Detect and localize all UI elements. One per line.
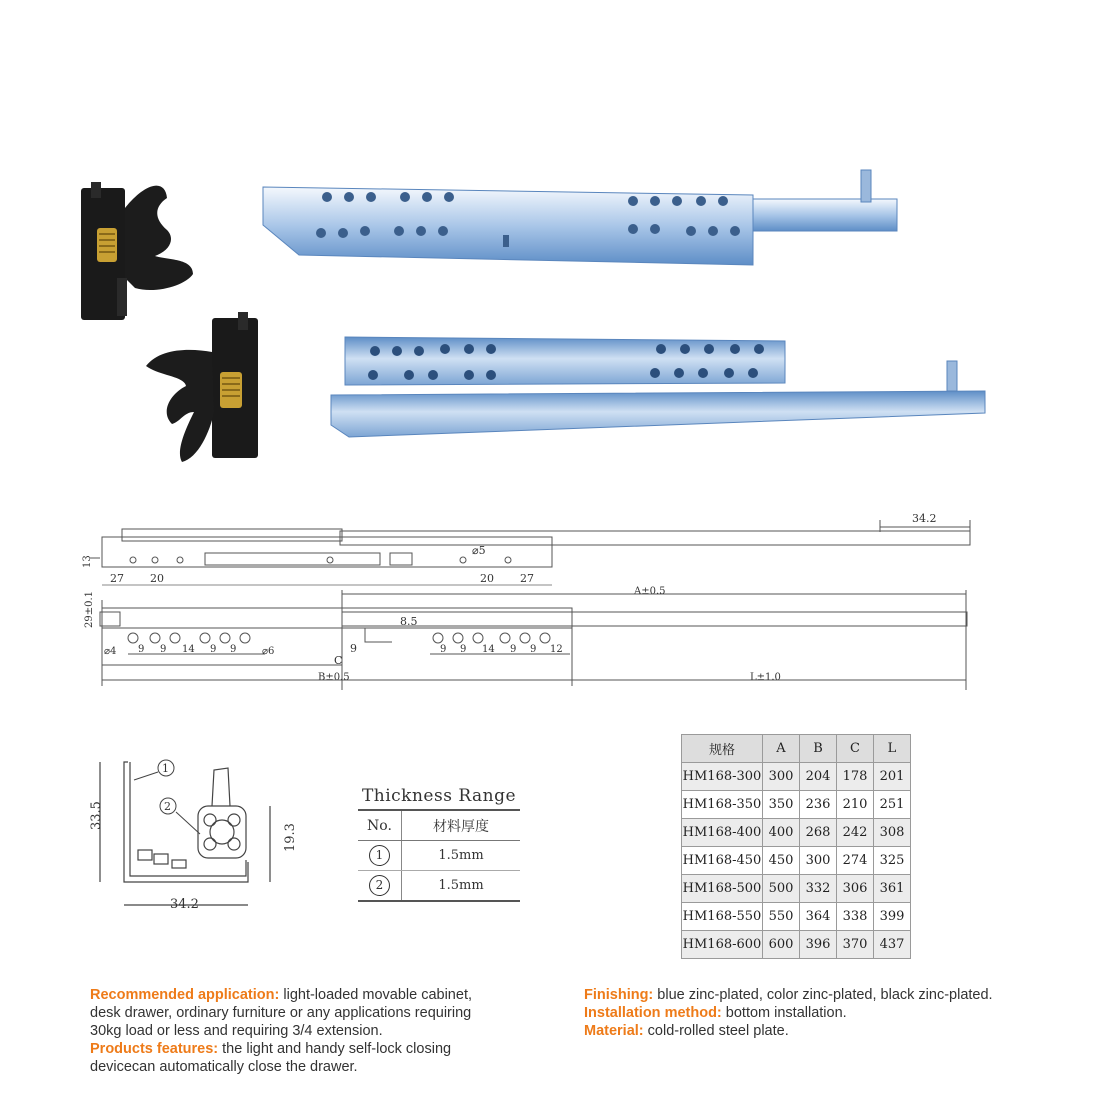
- spacing-left-4: 9: [210, 644, 217, 655]
- spacing-right-3: 14: [482, 644, 495, 655]
- features-text: the light and handy self-lock closing: [222, 1041, 452, 1057]
- table-header: L: [874, 735, 911, 763]
- installation-label: Installation method:: [584, 1005, 722, 1021]
- table-row: [682, 735, 911, 763]
- spacing-right-1: 9: [440, 644, 447, 655]
- dim-inner-height: 19.3: [283, 823, 298, 852]
- features-label: Products features:: [90, 1041, 219, 1057]
- dim-a: A±0.5: [634, 586, 666, 597]
- callout-2: 2: [164, 800, 171, 813]
- dim-34-2: 34.2: [912, 512, 937, 525]
- table-cell: 1.5mm: [402, 841, 521, 871]
- table-cell: 350: [763, 791, 800, 819]
- table-cell: HM168-300: [682, 763, 763, 791]
- dim-20-right: 20: [480, 572, 494, 585]
- dim-13: 13: [82, 555, 93, 568]
- material-text: cold-rolled steel plate.: [647, 1023, 789, 1039]
- dim-hole-4: ⌀4: [104, 646, 117, 657]
- table-cell: 450: [763, 847, 800, 875]
- table-row: [682, 791, 911, 819]
- dim-27-left: 27: [110, 572, 124, 585]
- recommended-text: desk drawer, ordinary furniture or any applications requiring: [90, 1005, 472, 1021]
- recommended-text: 30kg load or less and requiring 3/4 extension.: [90, 1023, 383, 1039]
- application-description: [90, 986, 530, 1076]
- table-row: [358, 871, 520, 902]
- table-cell: 400: [763, 819, 800, 847]
- table-cell: 437: [874, 931, 911, 959]
- table-cell: HM168-600: [682, 931, 763, 959]
- table-cell: 364: [800, 903, 837, 931]
- installation-text: bottom installation.: [725, 1005, 847, 1021]
- table-cell: 399: [874, 903, 911, 931]
- table-cell: 308: [874, 819, 911, 847]
- spacing-right-4: 9: [510, 644, 517, 655]
- spacing-right-2: 9: [460, 644, 467, 655]
- table-cell: 236: [800, 791, 837, 819]
- table-cell: 300: [800, 847, 837, 875]
- table-cell: 210: [837, 791, 874, 819]
- material-label: Material:: [584, 1023, 644, 1039]
- table-header: B: [800, 735, 837, 763]
- spacing-left-2: 9: [160, 644, 167, 655]
- spacing-left-1: 9: [138, 644, 145, 655]
- table-row: [682, 903, 911, 931]
- table-cell: HM168-550: [682, 903, 763, 931]
- table-header: C: [837, 735, 874, 763]
- table-row: [682, 931, 911, 959]
- table-cell: 251: [874, 791, 911, 819]
- table-cell: 370: [837, 931, 874, 959]
- thickness-title: Thickness Range: [361, 786, 517, 806]
- dim-width: 34.2: [170, 897, 199, 912]
- cross-section-drawing: [80, 750, 310, 920]
- callout-2: 2: [369, 875, 390, 896]
- dim-height: 33.5: [89, 801, 104, 830]
- spacing-right-6: 12: [550, 644, 563, 655]
- table-cell: 600: [763, 931, 800, 959]
- table-row: [682, 875, 911, 903]
- table-row: [358, 810, 520, 841]
- finishing-label: Finishing:: [584, 987, 654, 1003]
- table-cell: 361: [874, 875, 911, 903]
- table-cell: 500: [763, 875, 800, 903]
- dim-hole-5: ⌀5: [472, 544, 486, 557]
- finishing-description: [584, 986, 1054, 1040]
- table-row: [358, 841, 520, 871]
- table-cell: HM168-500: [682, 875, 763, 903]
- table-cell: 306: [837, 875, 874, 903]
- table-cell: 204: [800, 763, 837, 791]
- table-header-thickness: 材料厚度: [402, 810, 521, 841]
- table-row: [682, 763, 911, 791]
- table-cell: 396: [800, 931, 837, 959]
- table-row: [682, 847, 911, 875]
- finishing-text: blue zinc-plated, color zinc-plated, black zinc-plated.: [657, 987, 993, 1003]
- table-cell: 332: [800, 875, 837, 903]
- table-header-no: No.: [358, 810, 402, 841]
- thickness-table: [358, 809, 520, 902]
- dim-27-right: 27: [520, 572, 534, 585]
- table-cell: 268: [800, 819, 837, 847]
- table-cell: 242: [837, 819, 874, 847]
- callout-1: 1: [162, 762, 169, 775]
- table-cell: 274: [837, 847, 874, 875]
- dim-b: B±0.5: [318, 672, 350, 683]
- table-row: [682, 819, 911, 847]
- table-cell: 1.5mm: [402, 871, 521, 902]
- table-cell: 550: [763, 903, 800, 931]
- dim-20-left: 20: [150, 572, 164, 585]
- dim-l: L±1.0: [750, 672, 781, 683]
- dim-c: C: [334, 654, 343, 667]
- spacing-left-3: 14: [182, 644, 195, 655]
- features-text: devicecan automatically close the drawer.: [90, 1059, 358, 1075]
- dim-hole-6: ⌀6: [262, 646, 275, 657]
- dim-8-5: 8.5: [400, 615, 418, 628]
- table-header: A: [763, 735, 800, 763]
- table-cell: 338: [837, 903, 874, 931]
- table-cell: HM168-450: [682, 847, 763, 875]
- recommended-label: Recommended application:: [90, 987, 280, 1003]
- table-cell: 201: [874, 763, 911, 791]
- spacing-left-5: 9: [230, 644, 237, 655]
- callout-1: 1: [369, 845, 390, 866]
- table-cell: 178: [837, 763, 874, 791]
- dim-9: 9: [350, 642, 357, 655]
- spacing-right-5: 9: [530, 644, 537, 655]
- dim-29: 29±0.1: [84, 590, 95, 628]
- recommended-text: light-loaded movable cabinet,: [283, 987, 472, 1003]
- table-cell: 300: [763, 763, 800, 791]
- table-cell: 325: [874, 847, 911, 875]
- table-cell: HM168-350: [682, 791, 763, 819]
- spec-table: [681, 734, 911, 959]
- table-header: 规格: [682, 735, 763, 763]
- table-cell: HM168-400: [682, 819, 763, 847]
